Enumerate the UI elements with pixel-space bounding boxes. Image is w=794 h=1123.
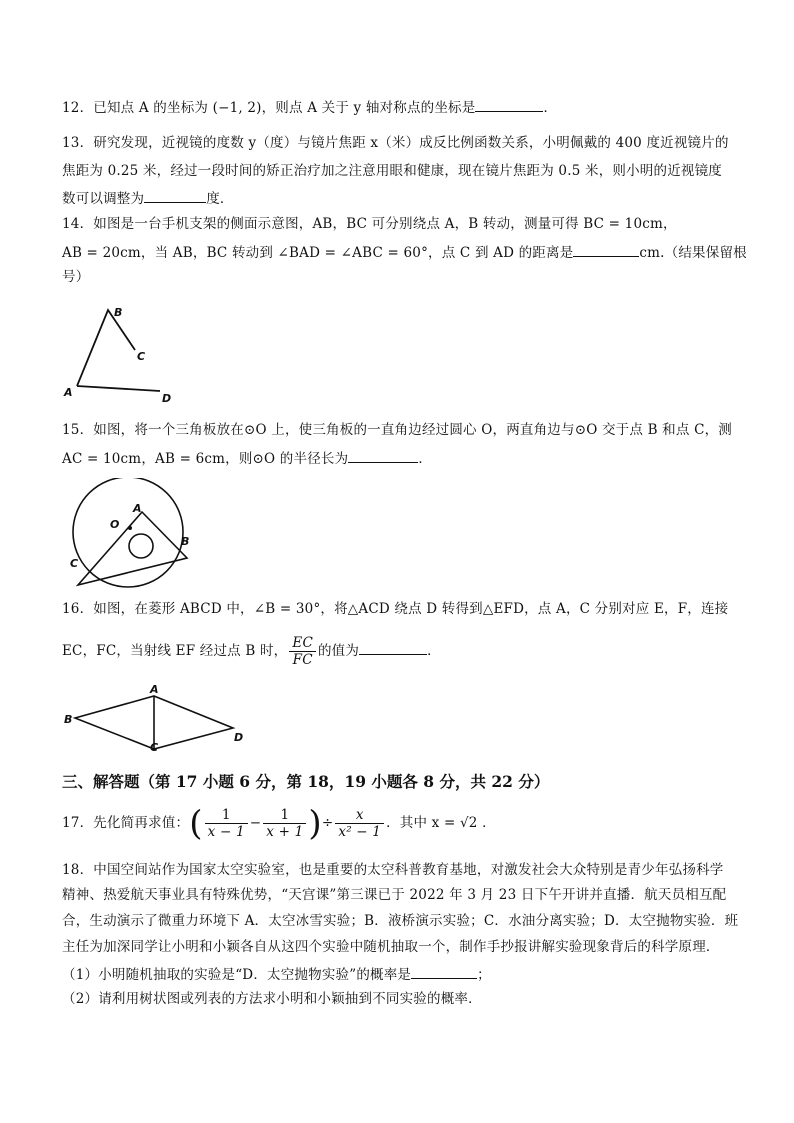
paren-right: )	[308, 803, 322, 844]
question-12	[62, 97, 557, 117]
q18-line1: 18．中国空间站作为国家太空实验室，也是重要的太空科普教育基地，对激发社会大众特别是青少年弘扬科学	[62, 862, 724, 878]
q18-sub1-text: （1）小明随机抽取的实验是“D．太空抛物实验”的概率是	[62, 967, 412, 983]
label-c: C	[150, 741, 159, 753]
label-o: O	[110, 518, 120, 531]
question-16-line2	[62, 635, 441, 668]
answer-blank	[573, 242, 639, 257]
answer-blank	[411, 964, 477, 979]
label-b: B	[64, 713, 73, 726]
paren-left: (	[189, 803, 203, 844]
question-15-line2	[62, 448, 432, 468]
q16-end: ．	[427, 643, 441, 659]
circle-o	[73, 478, 183, 587]
q13-text: 数可以调整为	[62, 191, 145, 207]
q12-end: ．	[543, 100, 558, 116]
q17-text: 17．先化简再求值：	[62, 815, 190, 831]
divide-sign: ÷	[321, 815, 334, 831]
answer-blank	[359, 640, 427, 655]
q18-sub1-end: ；	[477, 967, 491, 983]
f1-numerator: 1	[205, 807, 248, 824]
question-13-line3	[62, 188, 234, 208]
q18-sub2: （2）请利用树状图或列表的方法求小明和小颖抽到不同实验的概率．	[62, 991, 482, 1007]
q14-line1: 14．如图是一台手机支架的侧面示意图，AB，BC 可分别绕点 A，B 转动，测量可得 BC = 10cm，	[62, 216, 677, 232]
q18-sub1	[62, 964, 491, 984]
section-title: 三、解答题（第 17 小题 6 分，第 18，19 小题各 8 分，共 22 分）	[62, 772, 550, 791]
answer-blank	[144, 188, 206, 203]
question-17	[62, 803, 496, 843]
label-b: B	[114, 306, 123, 319]
q15-text: AC = 10cm，AB = 6cm，则⊙O 的半径长为	[62, 451, 349, 467]
q18-line4: 主任为加深同学让小明和小颖各自从这四个实验中随机抽取一个，制作手抄报讲解实验现象背后的科学原理．	[62, 939, 720, 955]
label-b: B	[181, 535, 190, 548]
label-c: C	[137, 350, 146, 363]
question-14-line2	[62, 242, 747, 262]
q14-text-end: cm.（结果保留根	[639, 245, 747, 261]
answer-blank	[348, 448, 418, 463]
q15-line1: 15．如图，将一个三角板放在⊙O 上，使三角板的一直角边经过圆心 O，两直角边与⊙O 交于点 B 和点 C，测	[62, 422, 733, 438]
f3-denominator: x² − 1	[338, 824, 382, 840]
q17-end: ．其中 x = √2 ．	[386, 815, 496, 831]
label-d: D	[162, 392, 172, 405]
q13-line2: 焦距为 0.25 米，经过一段时间的矫正治疗加之注意用眼和健康，现在镜片焦距为 0.5 米，则小明的近视镜度	[62, 163, 722, 179]
q12-text: 12．已知点 A 的坐标为 (−1, 2)，则点 A 关于 y 轴对称点的坐标是	[62, 100, 476, 116]
fraction-2	[263, 807, 306, 840]
fraction-numerator: EC	[289, 635, 316, 652]
stand-base	[77, 386, 160, 391]
label-a: A	[150, 683, 159, 696]
q14-line3: 号）	[62, 269, 90, 285]
f3-numerator: x	[335, 807, 384, 824]
q18-line2: 精神、热爱航天事业具有特殊优势，“天宫课”第三课已于 2022 年 3 月 23 日下午开讲并直播．航天员相互配	[62, 887, 727, 903]
fraction-1	[205, 807, 248, 840]
q16-line1: 16．如图，在菱形 ABCD 中，∠B = 30°，将△ACD 绕点 D 转得到△EFD，点 A，C 分别对应 E，F，连接	[62, 601, 729, 617]
circle-triangle-figure	[60, 478, 200, 590]
q15-end: ．	[418, 451, 433, 467]
label-d: D	[234, 731, 244, 744]
fraction-ec-fc	[289, 635, 316, 668]
f2-denominator: x + 1	[266, 824, 304, 840]
center-o-dot	[128, 526, 132, 530]
answer-blank	[475, 97, 543, 112]
triangle-plate	[78, 512, 190, 585]
fraction-3	[335, 807, 384, 840]
label-a: A	[133, 502, 142, 515]
f2-numerator: 1	[263, 807, 306, 824]
q18-line3: 合，生动演示了微重力环境下 A．太空冰雪实验；B．液桥演示实验；C．水油分离实验；D．太空抛物实验．班	[62, 913, 739, 929]
label-c: C	[70, 557, 79, 570]
f1-denominator: x − 1	[207, 824, 245, 840]
q16-text: EC，FC，当射线 EF 经过点 B 时，	[62, 643, 288, 659]
phone-stand-figure	[60, 298, 180, 406]
triangle-hole	[129, 534, 153, 558]
fraction-denominator: FC	[292, 652, 313, 668]
q13-end: 度．	[206, 191, 234, 207]
stand-arms	[77, 310, 135, 386]
minus-sign: −	[249, 815, 262, 831]
q16-text-mid: 的值为	[317, 643, 360, 659]
label-a: A	[64, 386, 73, 399]
rhombus-figure	[60, 683, 250, 753]
q13-line1: 13．研究发现，近视镜的度数 y（度）与镜片焦距 x（米）成反比例函数关系，小明佩戴的 400 度近视镜片的	[62, 135, 729, 151]
q14-text: AB = 20cm，当 AB，BC 转动到 ∠BAD = ∠ABC = 60°，点 C 到 AD 的距离是	[62, 245, 574, 261]
